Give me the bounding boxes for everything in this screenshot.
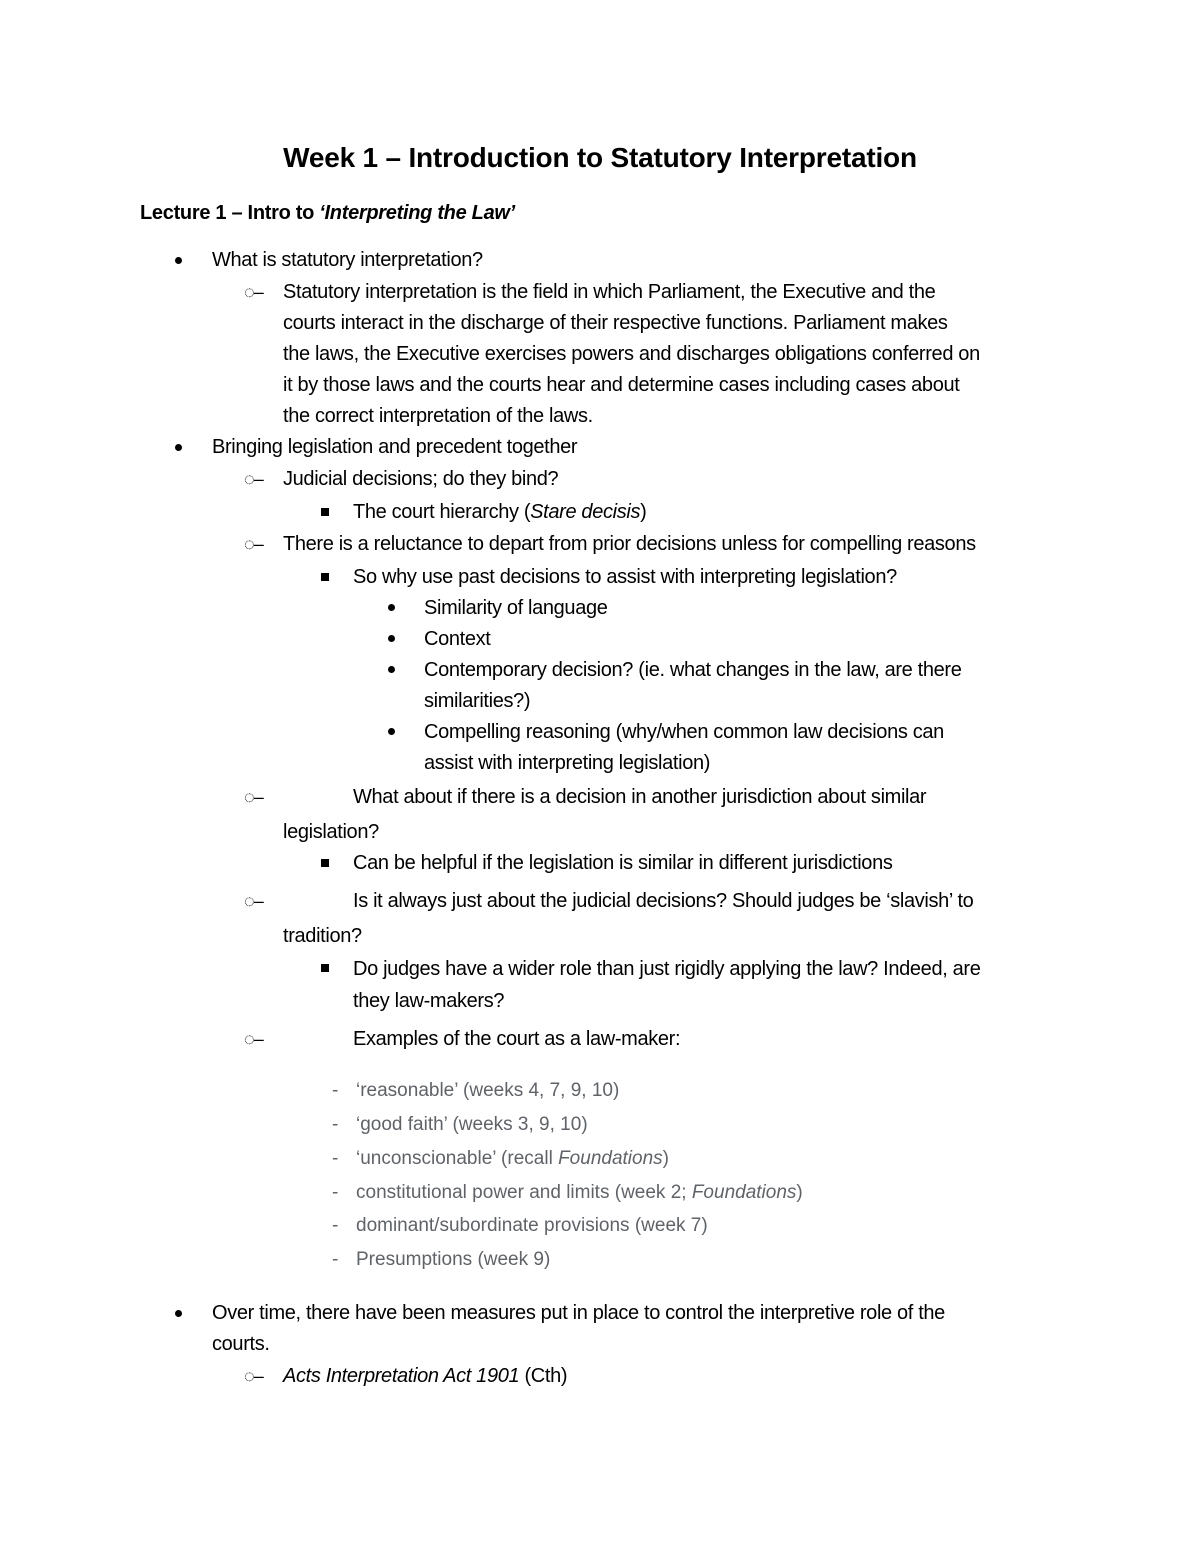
square-bullet-icon (321, 859, 329, 867)
example-item: Presumptions (week 9) (356, 1249, 551, 1270)
list-item-text: What about if there is a decision in another jurisdiction about similar (353, 786, 927, 808)
list-item-text: There is a reluctance to depart from prior decisions unless for compelling reasons (283, 533, 976, 555)
text-span: The court hierarchy ( (353, 501, 531, 523)
list-item-text: Contemporary decision? (ie. what changes in the law, are there (424, 659, 962, 681)
square-bullet-icon (321, 964, 329, 972)
list-item: Over time, there have been measures put in place to control the interpretive role of the (212, 1302, 945, 1324)
bullet-icon (388, 666, 395, 673)
lecture-heading (140, 202, 515, 225)
list-item-text: courts. (212, 1333, 270, 1355)
list-item-text: Context (424, 628, 491, 650)
circle-dash-icon: ◌– (244, 787, 263, 807)
list-item-text: Examples of the court as a law-maker: (353, 1028, 681, 1050)
dash-marker: - (332, 1249, 339, 1270)
list-item-text: assist with interpreting legislation) (424, 752, 711, 774)
example-item: ‘reasonable’ (weeks 4, 7, 9, 10) (356, 1080, 620, 1101)
list-item: What is statutory interpretation? (212, 249, 483, 271)
italic-term: Foundations (558, 1148, 663, 1169)
example-item: dominant/subordinate provisions (week 7) (356, 1215, 708, 1236)
lecture-heading-italic: ‘Interpreting the Law’ (319, 202, 515, 224)
circle-dash-icon: ◌– (244, 469, 263, 489)
list-item-text: Compelling reasoning (why/when common law decisions can (424, 721, 944, 743)
list-item-text (283, 1361, 567, 1392)
list-item-text: Do judges have a wider role than just rigidly applying the law? Indeed, are (353, 958, 981, 980)
list-item-text: Similarity of language (424, 597, 608, 619)
list-item-text: Can be helpful if the legislation is similar in different jurisdictions (353, 852, 893, 874)
list-item-text: legislation? (283, 821, 379, 843)
list-item-text: it by those laws and the courts hear and determine cases including cases about (283, 374, 960, 396)
example-item (356, 1143, 669, 1174)
bullet-icon (175, 1310, 182, 1317)
dash-marker: - (332, 1182, 339, 1203)
text-span: ) (796, 1182, 803, 1203)
circle-dash-icon: ◌– (244, 1029, 263, 1049)
bullet-icon (388, 728, 395, 735)
bullet-icon (175, 257, 182, 264)
list-item-text: they law-makers? (353, 990, 505, 1012)
list-item-text: So why use past decisions to assist with interpreting legislation? (353, 566, 897, 588)
circle-dash-icon: ◌– (244, 534, 263, 554)
list-item-text: Judicial decisions; do they bind? (283, 468, 559, 490)
text-span: ‘unconscionable’ (recall (356, 1148, 559, 1169)
bullet-icon (388, 604, 395, 611)
example-item: ‘good faith’ (weeks 3, 9, 10) (356, 1114, 588, 1135)
example-item (356, 1177, 803, 1208)
dash-marker: - (332, 1148, 339, 1169)
page-title: Week 1 – Introduction to Statutory Interpretation (283, 142, 917, 173)
dash-marker: - (332, 1080, 339, 1101)
list-item-text: courts interact in the discharge of their respective functions. Parliament makes (283, 312, 948, 334)
list-item-text: the laws, the Executive exercises powers and discharges obligations conferred on (283, 343, 980, 365)
italic-term: Acts Interpretation Act 1901 (283, 1365, 520, 1387)
square-bullet-icon (321, 573, 329, 581)
text-span: ) (662, 1148, 669, 1169)
list-item-text: tradition? (283, 925, 362, 947)
italic-term: Stare decisis (530, 501, 641, 523)
list-item-text: similarities?) (424, 690, 531, 712)
text-span: ) (640, 501, 647, 523)
dash-marker: - (332, 1215, 339, 1236)
circle-dash-icon: ◌– (244, 282, 263, 302)
square-bullet-icon (321, 508, 329, 516)
dash-marker: - (332, 1114, 339, 1135)
list-item-text: Is it always just about the judicial decisions? Should judges be ‘slavish’ to (353, 890, 974, 912)
italic-term: Foundations (691, 1182, 797, 1203)
list-item-text (353, 497, 646, 528)
list-item-text: Statutory interpretation is the field in which Parliament, the Executive and the (283, 281, 936, 303)
text-span: (Cth) (519, 1365, 568, 1387)
bullet-icon (388, 635, 395, 642)
bullet-icon (175, 444, 182, 451)
list-item: Bringing legislation and precedent together (212, 436, 578, 458)
circle-dash-icon: ◌– (244, 891, 263, 911)
list-item-text: the correct interpretation of the laws. (283, 405, 593, 427)
lecture-heading-text: Lecture 1 – Intro to (140, 202, 320, 224)
circle-dash-icon: ◌– (244, 1366, 263, 1386)
text-span: constitutional power and limits (week 2; (356, 1182, 692, 1203)
